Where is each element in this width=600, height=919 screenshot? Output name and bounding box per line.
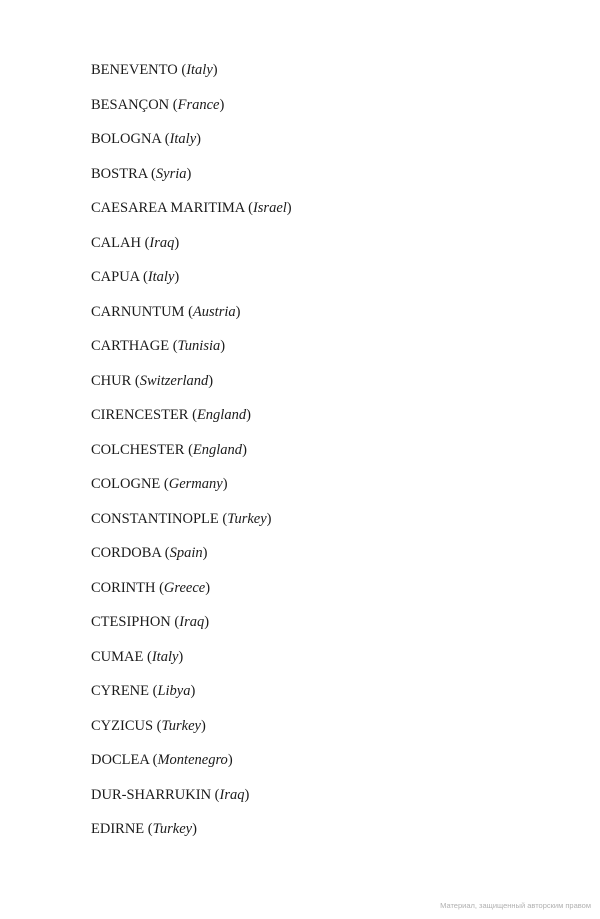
- city-name: CUMAE: [91, 648, 144, 665]
- city-name: DOCLEA: [91, 752, 149, 768]
- list-item: CTESIPHON (Iraq): [91, 614, 210, 630]
- city-name: CYZICUS: [91, 717, 154, 734]
- city-list: [91, 59, 292, 853]
- country-name: Turkey: [152, 821, 193, 837]
- country-name: Germany: [168, 476, 223, 492]
- list-item: DUR-SHARRUKIN (Iraq): [91, 786, 250, 803]
- list-item: CALAH (Iraq): [91, 234, 180, 251]
- city-name: CALAH: [91, 234, 141, 251]
- country-name: England: [196, 407, 247, 423]
- country-name: Tunisia: [177, 338, 221, 354]
- country-name: Israel: [252, 200, 287, 216]
- list-item: EDIRNE (Turkey): [91, 821, 197, 837]
- country-name: Libya: [157, 683, 191, 699]
- list-item: CONSTANTINOPLE (Turkey): [91, 510, 272, 527]
- list-item: CHUR (Switzerland): [91, 372, 214, 389]
- country-name: Italy: [147, 269, 175, 285]
- list-item: DOCLEA (Montenegro): [91, 752, 233, 768]
- list-item: CYRENE (Libya): [91, 683, 196, 699]
- country-name: Iraq: [179, 614, 205, 630]
- city-name: CAESAREA MARITIMA: [91, 200, 245, 216]
- country-name: Turkey: [227, 510, 267, 527]
- list-item: COLCHESTER (England): [91, 441, 247, 458]
- country-name: Switzerland: [139, 372, 209, 389]
- list-item: CARNUNTUM (Austria): [91, 303, 241, 320]
- country-name: Austria: [192, 303, 236, 320]
- list-item: CORINTH (Greece): [91, 579, 211, 596]
- city-name: COLCHESTER: [91, 441, 185, 458]
- country-name: Turkey: [161, 717, 201, 734]
- list-item: CARTHAGE (Tunisia): [91, 338, 226, 354]
- city-name: EDIRNE: [91, 821, 145, 837]
- city-name: BOLOGNA: [91, 131, 162, 147]
- city-name: BENEVENTO: [91, 62, 178, 78]
- city-name: CYRENE: [91, 683, 149, 699]
- city-name: CORDOBA: [91, 545, 162, 561]
- list-item: COLOGNE (Germany): [91, 476, 228, 492]
- city-name: CAPUA: [91, 269, 140, 285]
- list-item: CAESAREA MARITIMA (Israel): [91, 200, 292, 216]
- list-item: BOSTRA (Syria): [91, 165, 192, 182]
- country-name: Iraq: [149, 234, 175, 251]
- city-name: CHUR: [91, 372, 132, 389]
- country-name: France: [177, 96, 220, 113]
- country-name: Italy: [186, 62, 213, 78]
- list-item: CORDOBA (Spain): [91, 545, 208, 561]
- list-item: BENEVENTO (Italy): [91, 62, 218, 78]
- city-name: CTESIPHON: [91, 614, 171, 630]
- list-item: BESANÇON (France): [91, 96, 225, 113]
- list-item: BOLOGNA (Italy): [91, 131, 201, 147]
- city-name: BESANÇON: [91, 96, 170, 113]
- country-name: Italy: [169, 131, 197, 147]
- city-name: CARNUNTUM: [91, 303, 185, 320]
- country-name: Iraq: [219, 786, 245, 803]
- country-name: Greece: [163, 579, 206, 596]
- city-name: CONSTANTINOPLE: [91, 510, 219, 527]
- city-name: BOSTRA: [91, 165, 148, 182]
- copyright-watermark: Материал, защищенный авторским правом: [440, 901, 591, 910]
- country-name: Syria: [155, 165, 187, 182]
- list-item: CIRENCESTER (England): [91, 407, 251, 423]
- city-name: CARTHAGE: [91, 338, 170, 354]
- city-name: COLOGNE: [91, 476, 161, 492]
- country-name: Italy: [151, 648, 179, 665]
- country-name: England: [192, 441, 243, 458]
- country-name: Montenegro: [157, 752, 228, 768]
- country-name: Spain: [169, 545, 203, 561]
- city-name: CORINTH: [91, 579, 156, 596]
- list-item: CYZICUS (Turkey): [91, 717, 206, 734]
- list-item: CUMAE (Italy): [91, 648, 184, 665]
- city-name: DUR-SHARRUKIN: [91, 786, 212, 803]
- city-name: CIRENCESTER: [91, 407, 189, 423]
- list-item: CAPUA (Italy): [91, 269, 180, 285]
